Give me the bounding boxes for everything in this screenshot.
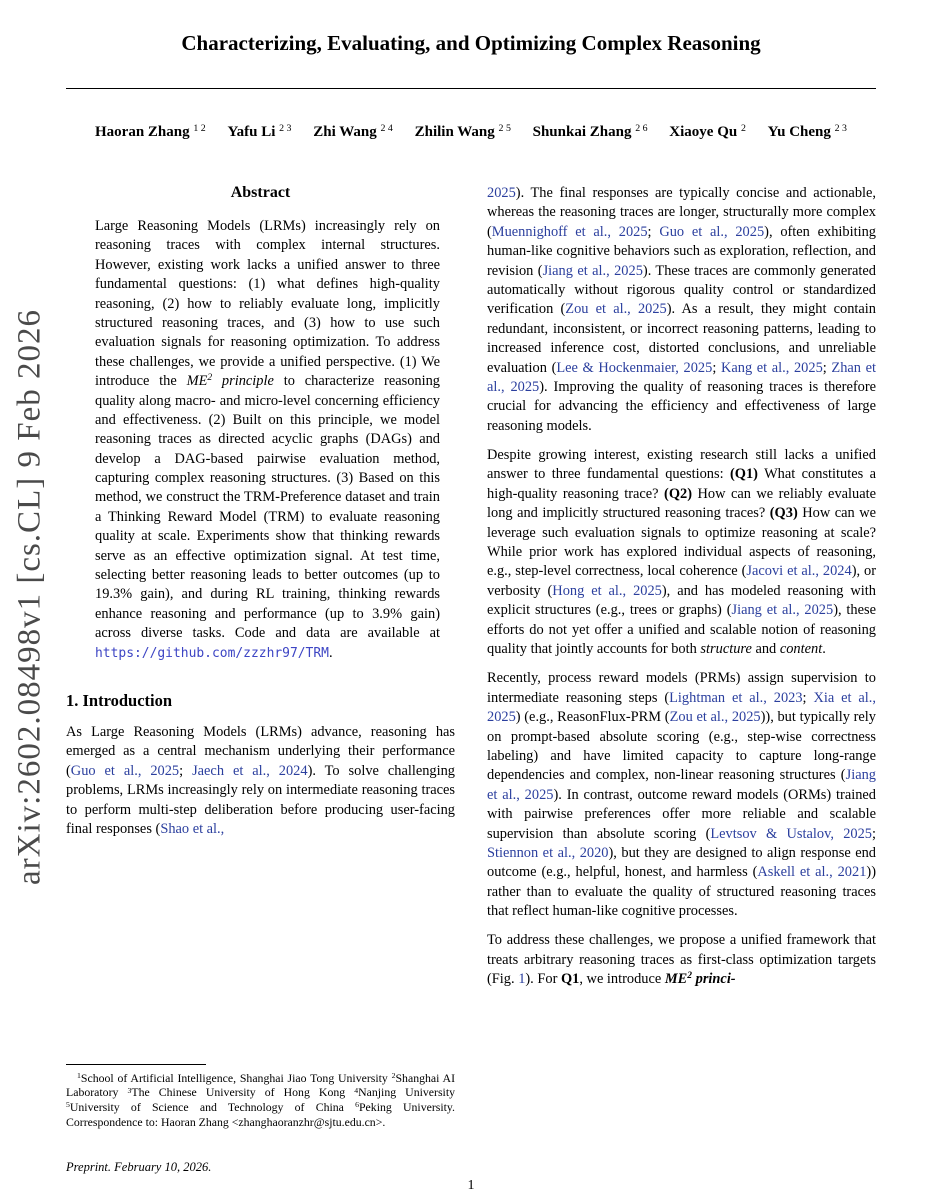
preprint-notice: Preprint. February 10, 2026.: [66, 1160, 212, 1174]
body-paragraph: [487, 446, 876, 659]
author-affiliation-marks: 2 3: [834, 123, 847, 135]
citation-link[interactable]: Lightman et al., 2023: [669, 689, 803, 706]
citation-link[interactable]: 2025: [487, 185, 516, 201]
text-segment: .: [328, 644, 333, 661]
section-heading-introduction: 1. Introduction: [66, 690, 173, 710]
text-segment: ), often exhibiting human-like cognitive behaviors such as exploration, reflection, and revision (: [487, 223, 877, 279]
author-name: Yafu Li: [227, 124, 276, 140]
author-affiliation-marks: 2 6: [635, 123, 648, 135]
text-segment: ;: [822, 359, 832, 376]
citation-link[interactable]: Jaech et al., 2024: [192, 762, 308, 779]
footnote-text: [66, 1071, 455, 1130]
text-segment: (Q1): [729, 466, 758, 483]
citation-link[interactable]: Jiang et al., 2025: [731, 602, 834, 619]
text-segment: , we introduce: [579, 971, 665, 988]
citation-link[interactable]: Hong et al., 2025: [552, 582, 662, 599]
text-segment: 6: [355, 1100, 359, 1110]
intro-paragraph: [66, 723, 455, 839]
text-segment: 2: [207, 373, 213, 384]
author-affiliation-marks: 2 3: [279, 123, 292, 135]
text-segment: ), but they are designed to align response end outcome (e.g., helpful, honest, and harmless (: [487, 844, 877, 881]
url-link[interactable]: https://github.com/zzzhr97/TRM: [95, 645, 329, 661]
author-line: [56, 124, 886, 141]
author-name: Xiaoye Qu: [669, 124, 738, 140]
text-segment: ME: [186, 373, 208, 390]
text-segment: ;: [712, 359, 721, 376]
text-segment: ), these efforts do not yet offer a unified and scalable notion of reasoning quality that jointly accounts for both: [487, 602, 876, 657]
author: [768, 124, 847, 141]
text-segment: ME: [664, 971, 688, 988]
text-segment: ), and has modeled reasoning with explicit structures (e.g., trees or graphs) (: [487, 582, 876, 619]
text-segment: (Q2): [664, 485, 693, 502]
citation-link[interactable]: Askell et al., 2021: [757, 864, 867, 881]
author: [313, 124, 393, 141]
text-segment: and: [751, 640, 780, 657]
text-segment: University of Science and Technology of China: [69, 1100, 356, 1115]
author-name: Haoran Zhang: [95, 124, 190, 140]
author: [95, 124, 206, 141]
left-column: [66, 184, 455, 1175]
text-segment: ) (e.g., ReasonFlux-PRM (: [515, 709, 670, 726]
text-segment: content: [779, 640, 823, 657]
citation-link[interactable]: Lee & Hockenmaier, 2025: [556, 359, 713, 376]
citation-link[interactable]: Muennighoff et al., 2025: [491, 223, 648, 240]
text-segment: ). These traces are commonly generated automatically without rigorous quality control or standardized verification (: [487, 262, 877, 318]
author-name: Zhilin Wang: [414, 124, 495, 140]
text-segment: Recently, process reward models (PRMs) assign supervision to intermediate reasoning steps (: [487, 670, 876, 706]
footnote: [66, 1064, 455, 1175]
text-segment: ). Improving the quality of reasoning traces is therefore crucial for advancing the efficiency and effectiveness of large reasoning models.: [487, 378, 876, 434]
author-name: Shunkai Zhang: [532, 124, 632, 140]
citation-link[interactable]: Guo et al., 2025: [659, 223, 765, 240]
arxiv-watermark: arXiv:2602.08498v1 [cs.CL] 9 Feb 2026: [11, 309, 48, 885]
text-segment: .: [822, 640, 826, 657]
citation-link[interactable]: Kang et al., 2025: [720, 359, 823, 376]
text-segment: ). In contrast, outcome reward models (ORMs) trained with pairwise preferences offer more reliable and scalable supervision than absolute scoring (: [487, 786, 876, 842]
text-segment: 2: [687, 971, 693, 982]
citation-link[interactable]: Jiang et al., 2025: [542, 262, 643, 279]
citation-link[interactable]: Jacovi et al., 2024: [746, 563, 852, 580]
author: [669, 124, 746, 141]
citation-link[interactable]: Xia et al., 2025: [487, 689, 876, 726]
text-segment: ;: [647, 223, 660, 240]
author-affiliation-marks: 2 4: [380, 123, 393, 135]
text-segment: ). As a result, they might contain redundant, inconsistent, or incorrect reasoning patterns, leading to increased inference cost, distorted conclusions, and unreliable evaluation (: [487, 301, 876, 376]
two-column-layout: [66, 184, 876, 1175]
paper-title: Characterizing, Evaluating, and Optimizing Complex Reasoning: [181, 31, 761, 55]
text-segment: ;: [179, 762, 193, 779]
text-segment: ). For: [525, 971, 561, 988]
text-segment: 2: [391, 1070, 396, 1080]
text-segment: How can we leverage such evaluation signals to optimize reasoning at scale? While prior work has explored individual aspects of reasoning, e.g., step-level correctness, local coherence (: [487, 505, 876, 580]
text-segment: School of Artificial Intelligence, Shanghai Jiao Tong University: [80, 1070, 392, 1085]
text-segment: )) rather than to evaluate the quality of structured reasoning traces that reflect human-like cognitive processes.: [487, 864, 876, 920]
author: [533, 124, 648, 141]
abstract-heading: Abstract: [230, 184, 291, 201]
body-paragraph: [487, 184, 876, 436]
citation-link[interactable]: Levtsov & Ustalov, 2025: [710, 825, 872, 842]
page-number: 1: [467, 1178, 475, 1193]
text-segment: To address these challenges, we propose a unified framework that treats arbitrary reasoning traces as first-class optimization targets (Fig.: [487, 932, 876, 988]
text-segment: ). The final responses are typically concise and actionable, whereas the reasoning traces are longer, structurally more complex (: [487, 185, 876, 240]
title-rule: [66, 88, 876, 89]
text-segment: (Q3): [769, 505, 798, 522]
text-segment: How can we reliably evaluate long and implicitly structured reasoning traces?: [487, 485, 876, 522]
body-paragraph: [487, 931, 876, 989]
text-segment: Q1: [560, 971, 580, 988]
citation-link[interactable]: Guo et al., 2025: [70, 762, 180, 779]
text-segment: princi-: [692, 971, 736, 988]
text-segment: Large Reasoning Models (LRMs) increasingly rely on reasoning traces with complex internal structures. However, existing work lacks a unified answer to three fundamental questions: (1) what defines high-quality reasoning, (2) how to reliably evaluate long, implicitly structured reasoning traces, and (3) how to use such evaluation signals for reasoning optimization. To address these challenges, we provide a unified perspective. (1) We introduce the: [95, 218, 440, 390]
text-segment: ), or verbosity (: [487, 563, 876, 599]
citation-link[interactable]: Zou et al., 2025: [565, 301, 667, 318]
text-segment: 3: [127, 1085, 132, 1095]
author-name: Zhi Wang: [313, 124, 377, 140]
text-segment: The Chinese University of Hong Kong: [131, 1085, 355, 1100]
author-affiliation-marks: 2 5: [498, 123, 511, 135]
author: [415, 124, 511, 141]
author-name: Yu Cheng: [767, 124, 831, 140]
text-segment: What constitutes a high-quality reasoning trace?: [487, 466, 876, 502]
text-segment: ;: [802, 689, 814, 706]
right-column: [487, 184, 876, 1175]
text-segment: As Large Reasoning Models (LRMs) advance, reasoning has emerged as a central mechanism underlying their performance (: [66, 723, 455, 779]
text-segment: structure: [700, 640, 752, 657]
citation-link[interactable]: Jiang et al., 2025: [487, 767, 876, 803]
text-segment: ;: [872, 825, 876, 842]
author: [227, 124, 291, 141]
abstract-body: [95, 217, 440, 663]
text-segment: 1: [77, 1070, 81, 1080]
text-segment: principle: [212, 373, 274, 390]
text-segment: ). To solve challenging problems, LRMs increasingly rely on intermediate reasoning traces to perform multi-step deliberation before producing user-facing final responses (: [66, 762, 455, 837]
citation-link[interactable]: Zou et al., 2025: [669, 709, 761, 726]
footnote-rule: [66, 1064, 206, 1065]
citation-link[interactable]: Stiennon et al., 2020: [487, 844, 609, 861]
text-segment: Shanghai AI Laboratory: [66, 1070, 455, 1100]
text-segment: Peking University. Correspondence to: Haoran Zhang <zhanghaoranzhr@sjtu.edu.cn>.: [66, 1100, 455, 1130]
text-segment: 4: [354, 1085, 359, 1095]
text-segment: )), but typically rely on prompt-based absolute scoring (e.g., step-wise correctness labeling) and have limited capacity to capture long-range dependencies and complex, non-linear reasoning structures (: [487, 709, 876, 784]
author-affiliation-marks: 2: [740, 123, 746, 135]
text-segment: 5: [66, 1100, 70, 1110]
citation-link[interactable]: Zhan et al., 2025: [487, 359, 877, 395]
citation-link[interactable]: 1: [518, 971, 526, 988]
citation-link[interactable]: Shao et al.,: [160, 820, 225, 837]
body-paragraph: [487, 669, 876, 921]
text-segment: to characterize reasoning quality along macro- and micro-level concerning efficiency and effectiveness. (2) Built on this principle, we model reasoning traces as directed acyclic graphs (DAGs) and develop a DAG-based pairwise evaluation method, capturing complex reasoning structures. (3) Based on this method, we construct the TRM-Preference dataset and train a Thinking Reward Model (TRM) to evaluate reasoning quality at scale. Experiments show that thinking rewards serve as an effective optimization signal. At test time, selecting better reasoning leads to better outcomes (up to 19.3% gain), and during RL training, thinking rewards enhance reasoning and performance (up to 3.9% gain) across diverse tasks. Code and data are available at: [95, 373, 440, 642]
text-segment: Despite growing interest, existing research still lacks a unified answer to three fundamental questions:: [487, 447, 876, 483]
author-affiliation-marks: 1 2: [193, 123, 206, 135]
text-segment: Nanjing University: [358, 1085, 455, 1100]
